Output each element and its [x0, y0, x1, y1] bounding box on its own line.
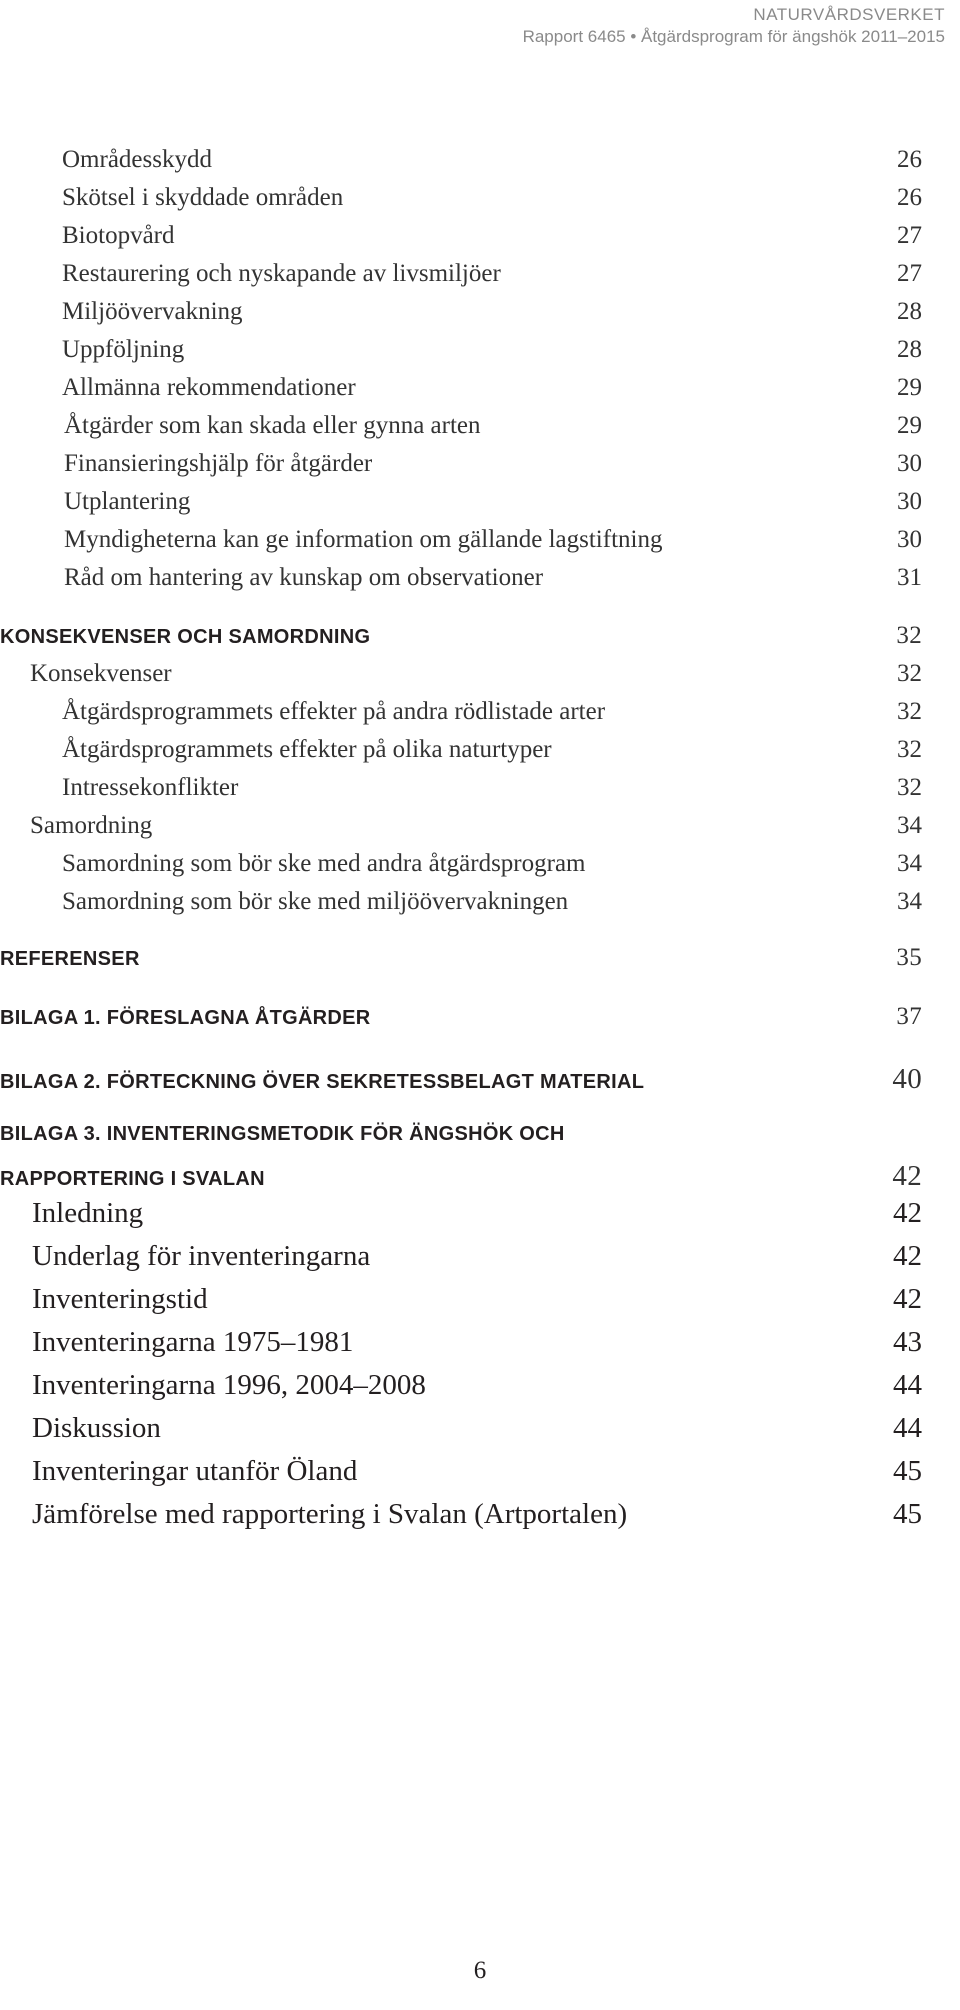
toc-entry-title: KONSEKVENSER OCH SAMORDNING [0, 626, 371, 648]
toc-entry-page: 34 [897, 888, 922, 915]
toc-entry-title: BILAGA 3. INVENTERINGSMETODIK FÖR ÄNGSHÖK OCH [0, 1123, 565, 1145]
publisher-name: NATURVÅRDSVERKET [753, 5, 945, 24]
toc-entry-page: 30 [897, 488, 922, 515]
toc-entry-title: Biotopvård [62, 222, 175, 249]
toc-entry-title: Myndigheterna kan ge information om gällande lagstiftning [64, 526, 663, 553]
toc-entry-page: 29 [897, 374, 922, 401]
toc-entry [30, 660, 922, 688]
toc-entry [62, 146, 922, 174]
toc-entry-page: 32 [896, 622, 922, 649]
toc-entry [62, 774, 922, 802]
toc-entry-title: Uppföljning [62, 336, 185, 363]
toc-entry-title: Skötsel i skyddade områden [62, 184, 344, 211]
toc-entry-title: Utplantering [64, 488, 191, 515]
toc-entry-page: 35 [896, 944, 922, 971]
toc-entry-page: 34 [897, 850, 922, 877]
toc-entry [62, 888, 922, 916]
toc-entry [62, 850, 922, 878]
toc-entry [32, 1369, 922, 1402]
toc-entry-title: RAPPORTERING I SVALAN [0, 1168, 265, 1190]
toc-entry [62, 260, 922, 288]
toc-entry-page: 30 [897, 526, 922, 553]
toc-entry-title: BILAGA 2. FÖRTECKNING ÖVER SEKRETESSBELAGT MATERIAL [0, 1071, 645, 1093]
toc-entry-title: Samordning som bör ske med andra åtgärdsprogram [62, 850, 586, 877]
toc-entry [62, 526, 922, 554]
toc-entry-title: Samordning som bör ske med miljöövervakningen [62, 888, 569, 915]
toc-entry-page: 27 [897, 260, 922, 287]
toc-chapter-heading [0, 944, 922, 972]
toc-entry-title: Intressekonflikter [62, 774, 239, 801]
page-number: 6 [473, 1957, 487, 1984]
toc-entry-page: 27 [897, 222, 922, 249]
toc-entry-page: 31 [897, 564, 922, 591]
toc-entry-title: Inventeringar utanför Öland [32, 1455, 358, 1487]
toc-entry-title: Åtgärdsprogrammets effekter på olika naturtyper [62, 736, 552, 763]
toc-entry [62, 488, 922, 516]
toc-entry-page: 32 [897, 698, 922, 725]
toc-entry-page: 30 [897, 450, 922, 477]
toc-entry-title: Inventeringarna 1975–1981 [32, 1326, 354, 1358]
toc-entry [62, 450, 922, 478]
toc-entry [30, 812, 922, 840]
toc-chapter-heading [0, 1063, 922, 1096]
toc-entry-title: Konsekvenser [30, 660, 172, 687]
toc-chapter-heading [0, 1160, 922, 1193]
toc-entry-title: Områdesskydd [62, 146, 212, 173]
toc-entry [32, 1240, 922, 1273]
toc-entry [62, 222, 922, 250]
toc-entry-title: Råd om hantering av kunskap om observationer [64, 564, 544, 591]
toc-chapter-heading [0, 622, 922, 650]
toc-entry-title: Åtgärder som kan skada eller gynna arten [64, 412, 481, 439]
toc-entry-page: 45 [893, 1455, 922, 1487]
toc-entry-page: 44 [893, 1369, 922, 1401]
toc-entry-title: Inventeringstid [32, 1283, 208, 1315]
toc-entry-title: Finansieringshjälp för åtgärder [64, 450, 373, 477]
toc-entry-page: 26 [897, 146, 922, 173]
toc-entry-page: 26 [897, 184, 922, 211]
toc-entry-page: 43 [893, 1326, 922, 1358]
toc-entry-page: 42 [892, 1160, 922, 1192]
toc-entry-title: Allmänna rekommendationer [62, 374, 356, 401]
toc-entry [32, 1412, 922, 1445]
toc-entry [32, 1455, 922, 1488]
toc-entry [62, 736, 922, 764]
toc-entry-page: 29 [897, 412, 922, 439]
toc-entry-page: 32 [897, 660, 922, 687]
toc-entry-title: Miljöövervakning [62, 298, 243, 325]
report-title: Rapport 6465 • Åtgärdsprogram för ängshök 2011–2015 [522, 27, 945, 46]
toc-entry [62, 336, 922, 364]
toc-chapter-heading [0, 1123, 922, 1146]
toc-entry-page: 42 [893, 1240, 922, 1272]
toc-entry-title: Diskussion [32, 1412, 161, 1444]
toc-entry-page: 42 [893, 1197, 922, 1229]
toc-entry [32, 1498, 922, 1531]
toc-entry-title: Underlag för inventeringarna [32, 1240, 371, 1272]
toc-entry [32, 1197, 922, 1230]
toc-entry [62, 412, 922, 440]
toc-chapter-heading [0, 1003, 922, 1031]
toc-entry [62, 564, 922, 592]
toc-entry [62, 374, 922, 402]
toc-entry [32, 1326, 922, 1359]
toc-entry-page: 32 [897, 736, 922, 763]
toc-entry-title: REFERENSER [0, 948, 140, 970]
toc-entry-page: 42 [893, 1283, 922, 1315]
toc-entry [62, 698, 922, 726]
toc-entry-title: Jämförelse med rapportering i Svalan (Artportalen) [32, 1498, 628, 1530]
toc-entry-title: Samordning [30, 812, 153, 839]
toc-entry-page: 28 [897, 298, 922, 325]
toc-entry-page: 28 [897, 336, 922, 363]
toc-entry-page: 37 [896, 1003, 922, 1030]
toc-entry [62, 298, 922, 326]
toc-entry-title: Restaurering och nyskapande av livsmiljöer [62, 260, 501, 287]
toc-entry [32, 1283, 922, 1316]
toc-entry [62, 184, 922, 212]
toc-entry-page: 45 [893, 1498, 922, 1530]
toc-entry-title: Åtgärdsprogrammets effekter på andra rödlistade arter [62, 698, 606, 725]
toc-entry-page: 32 [897, 774, 922, 801]
toc-entry-title: Inventeringarna 1996, 2004–2008 [32, 1369, 426, 1401]
toc-entry-page: 34 [897, 812, 922, 839]
toc-entry-title: BILAGA 1. FÖRESLAGNA ÅTGÄRDER [0, 1007, 371, 1029]
toc-entry-title: Inledning [32, 1197, 144, 1229]
toc-entry-page: 40 [892, 1063, 922, 1095]
toc-entry-page: 44 [893, 1412, 922, 1444]
